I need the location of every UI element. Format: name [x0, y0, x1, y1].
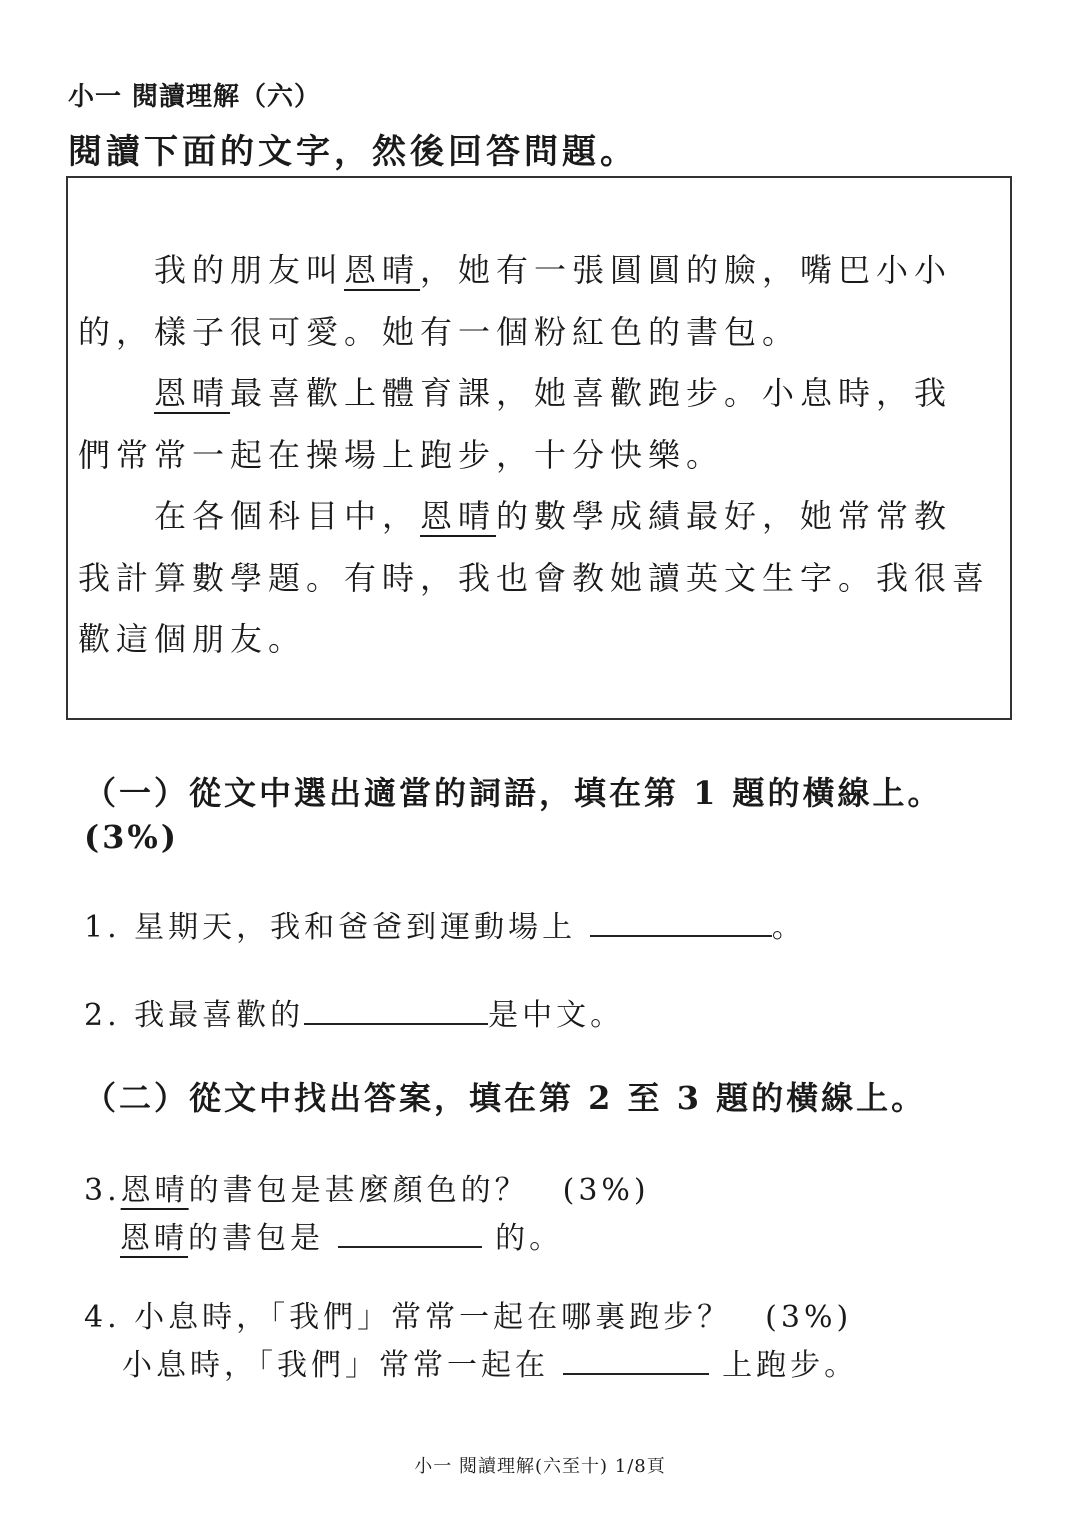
name-underlined: 恩晴 [120, 1173, 189, 1208]
answer-blank-1[interactable] [590, 909, 772, 937]
question-1: 1. 星期天，我和爸爸到運動場上 。 [84, 910, 806, 945]
page-footer: 小一 閱讀理解(六至十) 1/8頁 [414, 1456, 666, 1477]
passage-box [66, 176, 1012, 720]
answer-blank-4[interactable] [563, 1347, 709, 1375]
passage-text [78, 240, 990, 671]
section-1-heading: （一）從文中選出適當的詞語，填在第 1 題的橫線上。 (3%) [84, 771, 984, 859]
passage-paragraph-2: 恩晴最喜歡上體育課，她喜歡跑步。小息時，我們常常一起在操場上跑步，十分快樂。 [78, 374, 953, 474]
name-underlined: 恩晴 [154, 374, 231, 412]
name-underlined: 恩晴 [120, 1221, 188, 1256]
question-4: 4. 小息時，「我們」常常一起在哪裏跑步？ (3%) 小息時，「我們」常常一起在 上跑步。 [84, 1300, 859, 1383]
passage-paragraph-1: 我的朋友叫恩晴，她有一張圓圓的臉，嘴巴小小的，樣子很可愛。她有一個粉紅色的書包。 [78, 251, 953, 351]
section-1-score: (3%) [84, 818, 179, 856]
section-2-heading: （二）從文中找出答案，填在第 2 至 3 題的橫線上。 [84, 1079, 927, 1117]
question-2: 2. 我最喜歡的 是中文。 [84, 998, 625, 1033]
name-underlined: 恩晴 [344, 251, 421, 289]
answer-blank-2[interactable] [304, 997, 488, 1025]
answer-blank-3[interactable] [338, 1220, 482, 1248]
worksheet-title: 小一 閱讀理解（六） [68, 82, 322, 112]
passage-paragraph-3: 在各個科目中，恩晴的數學成績最好，她常常教我計算數學題。有時，我也會教她讀英文生字。我很喜歡這個朋友。 [78, 497, 991, 658]
name-underlined: 恩晴 [420, 497, 497, 535]
instruction: 閱讀下面的文字，然後回答問題。 [68, 132, 638, 172]
question-3-score: (3%) [562, 1173, 650, 1208]
question-4-score: (3%) [765, 1300, 853, 1335]
question-3: 3.恩晴的書包是甚麼顏色的？ (3%) 恩晴的書包是 的。 [84, 1173, 650, 1256]
